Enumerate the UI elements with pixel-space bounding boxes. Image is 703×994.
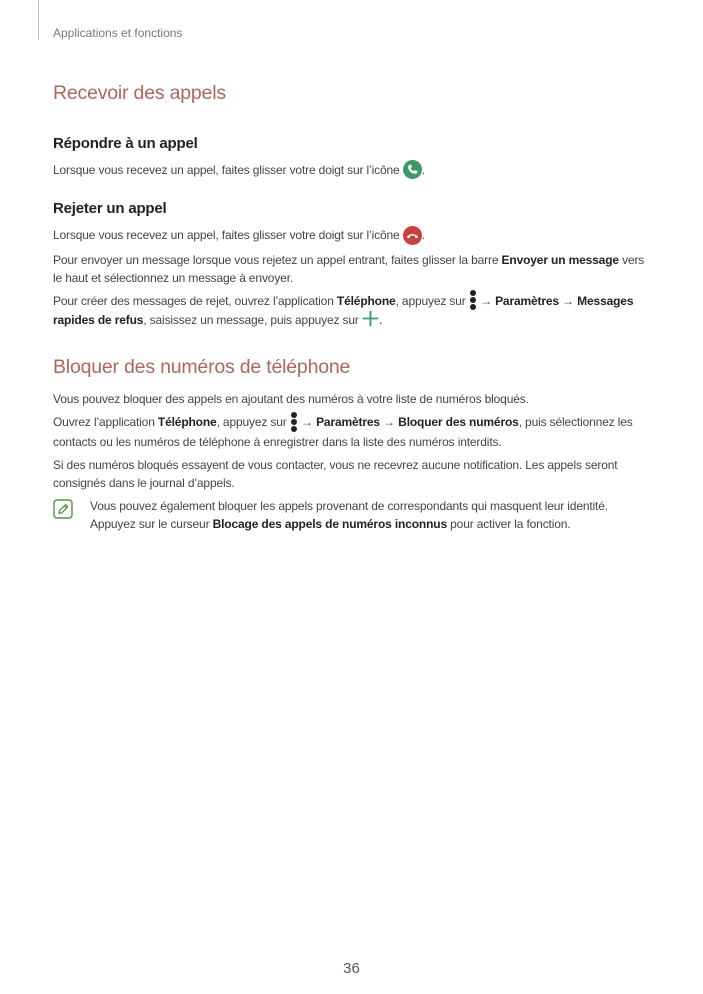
text: , puis sélectionnez les contacts ou les numéros de téléphone à enregistrer dans la liste des numéros interdits. — [53, 415, 633, 449]
text: Pour envoyer un message lorsque vous rejetez un appel entrant, faites glisser la barre — [53, 252, 502, 267]
text: Pour créer des messages de rejet, ouvrez l’application — [53, 293, 337, 308]
text: Lorsque vous recevez un appel, faites glisser votre doigt sur l’icône — [53, 163, 403, 177]
section-title-block-numbers: Bloquer des numéros de téléphone — [53, 356, 351, 379]
page-number: 36 — [343, 960, 360, 977]
text: Vous pouvez également bloquer les appels provenant de correspondants qui masquent leur identité. Appuyez sur le curseur — [90, 498, 608, 531]
more-options-icon — [469, 290, 477, 309]
text: . — [421, 228, 425, 243]
text: . — [421, 163, 425, 177]
paragraph-reject-call — [53, 226, 653, 245]
margin-rule — [38, 0, 39, 40]
paragraph-answer-call — [53, 161, 653, 180]
accept-call-icon — [403, 160, 422, 179]
paragraph-block-notification: Si des numéros bloqués essayent de vous contacter, vous ne recevrez aucune notification. Les appels seront consignés dans le journal d’appels. — [53, 457, 618, 490]
add-icon — [362, 310, 379, 327]
paragraph-block-settings — [53, 413, 653, 450]
text: vers le haut et sélectionnez un message à envoyer. — [53, 252, 645, 285]
text: pour activer la fonction. — [446, 516, 571, 531]
text: , saisissez un message, puis appuyez sur — [143, 312, 362, 327]
note-text — [90, 497, 653, 533]
bold-term: Téléphone — [336, 293, 396, 308]
heading-answer-call: Répondre à un appel — [53, 135, 198, 152]
bold-term: Blocage des appels de numéros inconnus — [212, 516, 447, 531]
paragraph-reject-settings — [53, 292, 653, 330]
bold-term: Messages rapides de refus — [53, 293, 634, 327]
page-content — [53, 82, 653, 533]
paragraph-block-intro: Vous pouvez bloquer des appels en ajoutant des numéros à votre liste de numéros bloqués. — [53, 392, 529, 407]
arrow: → — [379, 415, 399, 430]
note-box — [53, 497, 653, 533]
section-title-receive-calls: Recevoir des appels — [53, 82, 226, 104]
note-icon — [53, 499, 73, 519]
arrow: → — [297, 415, 317, 430]
text: Lorsque vous recevez un appel, faites glisser votre doigt sur l’icône — [53, 228, 403, 243]
running-header: Applications et fonctions — [53, 26, 183, 40]
text: . — [378, 312, 383, 327]
text: , appuyez sur — [216, 415, 290, 430]
reject-call-icon — [403, 226, 422, 245]
bold-term: Paramètres — [495, 293, 559, 308]
more-options-icon — [290, 412, 298, 431]
heading-reject-call: Rejeter un appel — [53, 200, 167, 218]
bold-term: Bloquer des numéros — [398, 415, 519, 430]
bold-term: Téléphone — [157, 415, 217, 430]
text: Ouvrez l’application — [53, 415, 158, 430]
bold-term: Envoyer un message — [501, 252, 619, 267]
arrow: → — [558, 293, 578, 308]
bold-term: Paramètres — [316, 415, 380, 430]
paragraph-reject-message — [53, 251, 653, 287]
arrow: → — [476, 293, 496, 308]
text: , appuyez sur — [395, 293, 469, 308]
